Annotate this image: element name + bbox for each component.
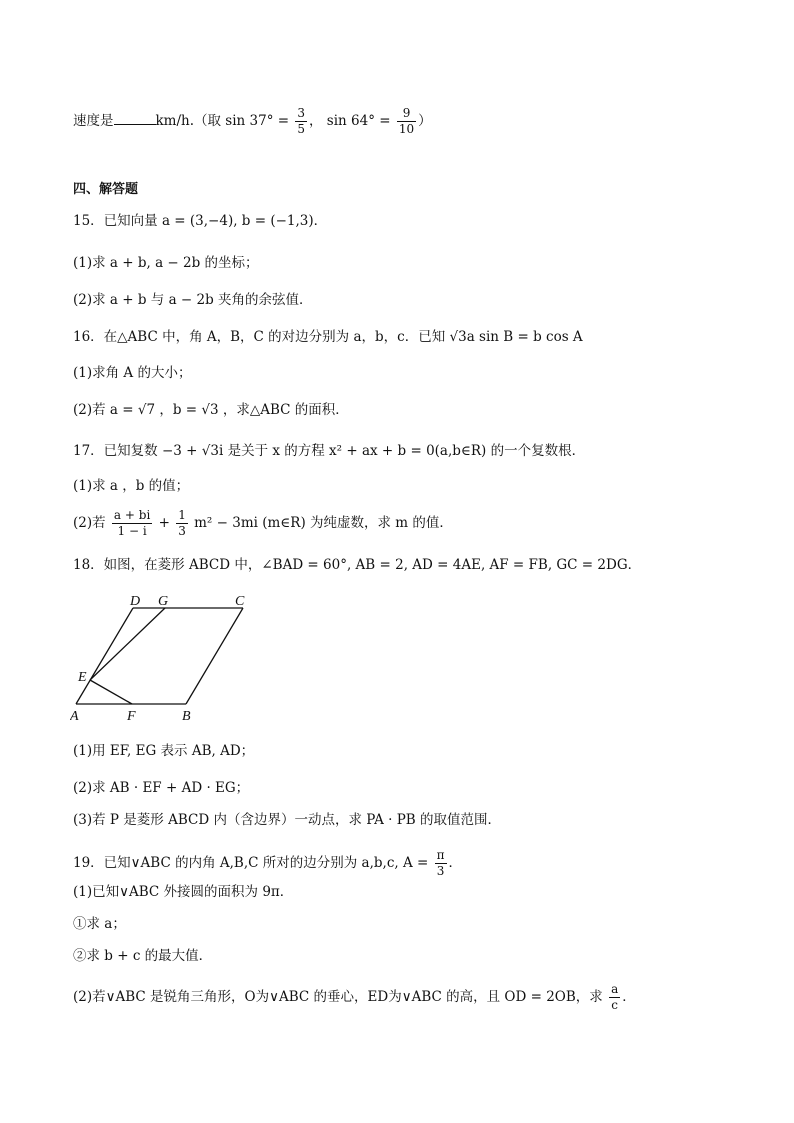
side-bc — [186, 608, 243, 704]
label-d: D — [130, 594, 141, 609]
q17-part2-plus: + — [158, 515, 170, 531]
top-line-mid: ， sin 64° = — [309, 113, 391, 129]
q19-stem-pre: 19．已知∨ABC 的内角 A,B,C 所对的边分别为 a,b,c, A = — [73, 855, 429, 871]
q17-part2 — [73, 508, 453, 539]
top-line — [73, 106, 432, 137]
label-f: F — [127, 709, 136, 724]
label-a: A — [70, 709, 79, 724]
q15-part2: (2)求 a + b 与 a − 2b 夹角的余弦值． — [73, 292, 313, 308]
q16-stem: 16．在△ABC 中，角 A，B，C 的对边分别为 a，b，c．已知 √3a sin B = b cos A — [73, 329, 583, 345]
q19-stem — [73, 848, 462, 879]
segment-eg — [90, 608, 165, 680]
label-b: B — [182, 709, 191, 724]
label-c: C — [235, 594, 245, 609]
top-line-suffix: ） — [418, 113, 432, 129]
q19-part2-pre: (2)若∨ABC 是锐角三角形，O为∨ABC 的垂心，ED为∨ABC 的高，且 OD = 2OB，求 — [73, 989, 603, 1005]
fraction-pi-3: $\frac{\pi}{3}$ — [436, 848, 445, 878]
top-line-prefix: 速度是 — [73, 113, 114, 129]
fraction-one-third: $\frac{1}{3}$ — [178, 508, 186, 538]
q16-part2: (2)若 a = √7 ，b = √3 ，求△ABC 的面积． — [73, 402, 349, 418]
rhombus-figure — [70, 592, 260, 727]
q18-part1: (1)用 EF, EG 表示 AB, AD； — [73, 743, 255, 759]
section-title: 四、解答题 — [73, 182, 139, 197]
fraction-3-5: $\frac{3}{5}$ — [297, 106, 306, 136]
fraction-a-c: $\frac{a}{c}$ — [611, 982, 619, 1012]
q19-stem-post: ． — [448, 855, 463, 871]
q17-stem: 17．已知复数 −3 + √3i 是关于 x 的方程 x² + ax + b = 0(a,b∈R) 的一个复数根． — [73, 443, 586, 459]
fraction-a-bi: $\frac{a + bi}{1 - i}$ — [113, 508, 151, 538]
label-e: E — [78, 670, 87, 685]
label-g: G — [158, 594, 169, 609]
fraction-9-10: $\frac{9}{10}$ — [398, 106, 415, 136]
q15-part1: (1)求 a + b, a − 2b 的坐标； — [73, 255, 259, 271]
q16-part1: (1)求角 A 的大小； — [73, 365, 192, 381]
q19-part1b: ②求 b + c 的最大值． — [73, 948, 213, 964]
side-da — [76, 608, 133, 704]
answer-blank — [114, 112, 156, 125]
segment-ef — [90, 680, 132, 704]
q18-part2: (2)求 AB · EF + AD · EG； — [73, 780, 250, 796]
q17-part2-post: m² − 3mi (m∈R) 为纯虚数，求 m 的值． — [194, 515, 453, 531]
q18-part3: (3)若 P 是菱形 ABCD 内（含边界）一动点，求 PA · PB 的取值范围． — [73, 812, 501, 828]
q19-part2 — [73, 982, 636, 1013]
q19-part2-post: ． — [622, 989, 636, 1005]
q15-stem: 15．已知向量 a = (3,−4), b = (−1,3)． — [73, 213, 328, 229]
q17-part2-pre: (2)若 — [73, 515, 106, 531]
q18-stem: 18．如图，在菱形 ABCD 中，∠BAD = 60°, AB = 2, AD = 4AE, AF = FB, GC = 2DG． — [73, 557, 642, 573]
top-line-unit: km/h.（取 sin 37° = — [155, 113, 290, 129]
q19-part1a: ①求 a； — [73, 916, 126, 932]
q17-part1: (1)求 a ，b 的值； — [73, 478, 190, 494]
q19-part1: (1)已知∨ABC 外接圆的面积为 9π． — [73, 884, 294, 900]
